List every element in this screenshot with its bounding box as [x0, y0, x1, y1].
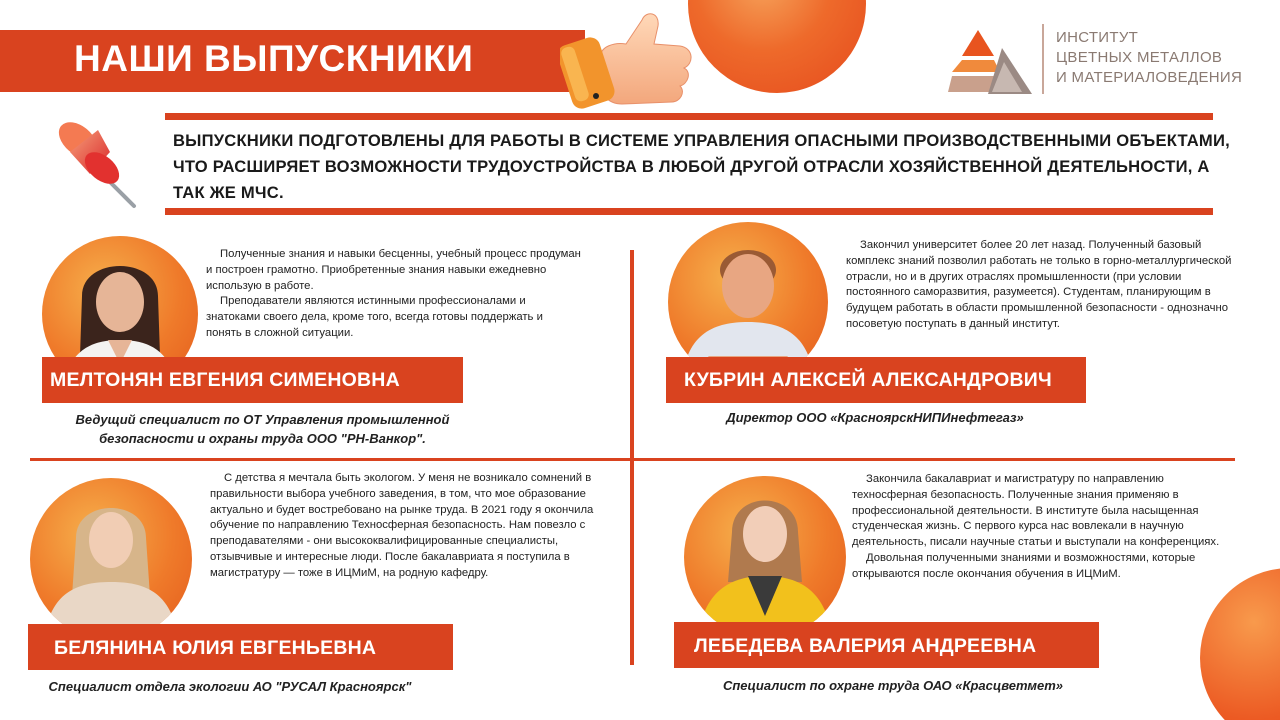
logo-divider: [1042, 24, 1044, 94]
graduate-role: Специалист отдела экологии АО "РУСАЛ Красноярск": [48, 679, 412, 694]
graduate-name: ЛЕБЕДЕВА ВАЛЕРИЯ АНДРЕЕВНА: [694, 635, 1037, 657]
portrait-belyanina: [30, 478, 192, 640]
graduate-role: Директор ООО «КрасноярскНИПИнефтегаз»: [726, 410, 1024, 425]
intro-text: ВЫПУСКНИКИ ПОДГОТОВЛЕНЫ ДЛЯ РАБОТЫ В СИСТЕМЕ УПРАВЛЕНИЯ ОПАСНЫМИ ПРОИЗВОДСТВЕННЫМИ ОБЪЕКТАМИ, ЧТО РАСШИРЯЕТ ВОЗМОЖНОСТИ ТРУДОУСТРОЙСТВА В ЛЮБОЙ ДРУГОЙ ОТРАСЛИ ХОЗЯЙСТВЕННОЙ ДЕЯТЕЛЬНОСТИ, А ТАК ЖЕ МЧС.: [173, 131, 1230, 202]
quote-paragraph: С детства я мечтала быть экологом. У меня не возникало сомнений в правильности выбора учебного заведения, в том, что мое образование актуально и будет востребовано на рынке труда. В 2021 году я окончила обучение по направлению Техносферная безопасность. Нам повезло с преподавателями - они высококвалифицированные специалисты, отзывчивые и интересные люди. После бакалавриата я поступила в магистратуру — тоже в ИЦМиМ, на родную кафедру.: [210, 472, 594, 579]
graduate-name: БЕЛЯНИНА ЮЛИЯ ЕВГЕНЬЕВНА: [54, 637, 377, 659]
institute-name-line3: И МАТЕРИАЛОВЕДЕНИЯ: [1056, 69, 1243, 86]
institute-name-line1: ИНСТИТУТ: [1056, 29, 1139, 46]
quote-paragraph: Закончил университет более 20 лет назад. Полученный базовый комплекс знаний позволил работать не только в горно-металлургической отрасли, но и в других отраслях промышленности (при условии постоянного саморазвития, разумеется). Студентам, планирующим в будущем работать в области промышленной безопасности - однозначно посоветую поступать в данный институт.: [846, 239, 1232, 330]
quote-belyanina: [210, 471, 610, 582]
quote-meltonyan: [206, 247, 581, 342]
graduate-name: МЕЛТОНЯН ЕВГЕНИЯ СИМЕНОВНА: [50, 369, 400, 391]
quote-lebedeva: [852, 472, 1232, 583]
push-pin-icon: [50, 112, 140, 210]
page-title: НАШИ ВЫПУСКНИКИ: [74, 38, 474, 79]
intro-bottom-rule: [165, 208, 1213, 215]
horizontal-divider: [30, 458, 1235, 461]
graduate-name: КУБРИН АЛЕКСЕЙ АЛЕКСАНДРОВИЧ: [684, 369, 1052, 391]
quote-kubrin: [846, 238, 1246, 333]
institute-logo-icon: [948, 28, 1032, 96]
graduate-role: Ведущий специалист по ОТ Управления промышленной безопасности и охраны труда ООО "РН-Ванкор".: [75, 412, 450, 446]
thumbs-up-icon: [560, 6, 700, 116]
institute-name: [1056, 28, 1242, 88]
quote-paragraph: Преподаватели являются истинными профессионалами и знатоками своего дела, кроме того, всегда готовы поддержать и понять в сложной ситуации.: [206, 295, 543, 339]
quote-paragraph: Полученные знания и навыки бесценны, учебный процесс продуман и построен грамотно. Приобретенные знания навыки ежедневно использую в работе.: [206, 248, 581, 292]
avatar: [30, 478, 192, 640]
quote-paragraph: Закончила бакалавриат и магистратуру по направлению техносферная безопасность. Полученные знания применяю в профессиональной деятельности. В институте была насыщенная студенческая жизнь. С первого курса нас вовлекали в научную деятельность, писали научные статьи и выступали на конференциях.: [852, 473, 1220, 549]
avatar: [684, 476, 846, 638]
decorative-sun-top: [688, 0, 866, 93]
graduate-role: Специалист по охране труда ОАО «Красцветмет»: [722, 678, 1064, 693]
quote-paragraph: Довольная полученными знаниями и возможностями, которые открываются после окончания обучения в ИЦМиМ.: [852, 551, 1196, 580]
decorative-sun-bottom-right: [1200, 568, 1280, 720]
institute-name-line2: ЦВЕТНЫХ МЕТАЛЛОВ: [1056, 49, 1223, 66]
portrait-lebedeva: [684, 476, 846, 638]
intro-top-rule: [165, 113, 1213, 120]
